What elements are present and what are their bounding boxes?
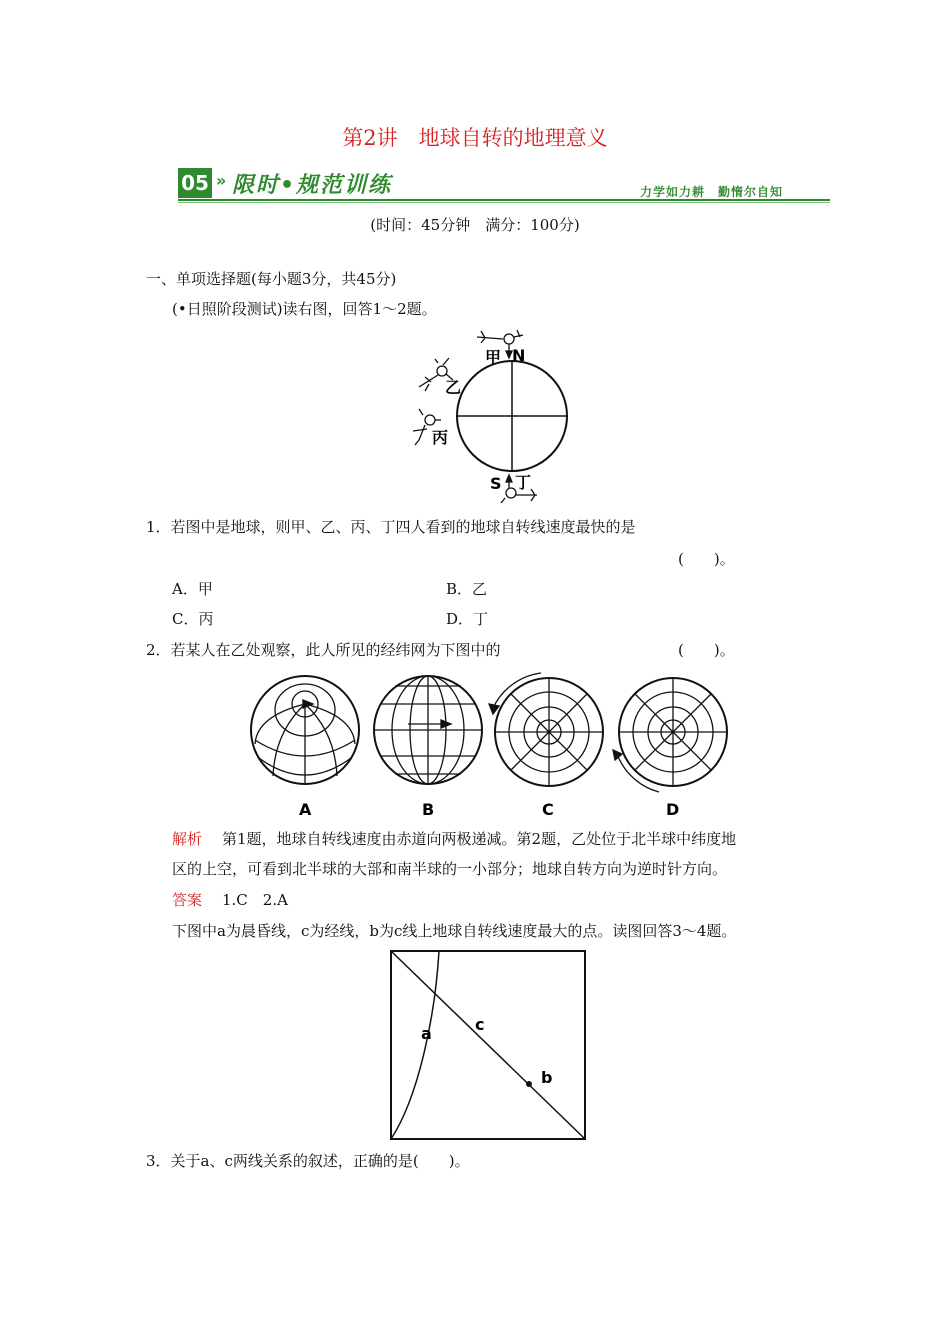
option-label-d: D: [666, 800, 680, 819]
terminator-meridian-figure: [388, 948, 590, 1144]
question-3-stem: 3．关于a、c两线关系的叙述，正确的是( )。: [146, 1152, 470, 1170]
question-2-blank: ( )。: [678, 641, 735, 659]
banner-motto: 力学如力耕 勤惰尔自知: [640, 185, 784, 199]
question-1-stem: 1．若图中是地球，则甲、乙、丙、丁四人看到的地球自转线速度最快的是: [146, 518, 636, 536]
banner-title: 限时•规范训练: [232, 173, 393, 198]
label-c: c: [475, 1015, 485, 1034]
section-heading: 一、单项选择题(每小题3分，共45分): [146, 270, 397, 288]
label-north: N: [512, 346, 526, 365]
section-number-badge: 05: [178, 168, 212, 198]
option-label-c: C: [542, 800, 554, 819]
label-a: a: [421, 1024, 432, 1043]
answer-label: 答案: [172, 891, 203, 909]
page-title: 第2讲 地球自转的地理意义: [342, 126, 608, 150]
option-label-a: A: [299, 800, 312, 819]
option-label-b: B: [422, 800, 435, 819]
analysis-line-1: 第1题，地球自转线速度由赤道向两极递减。第2题，乙处位于北半球中纬度地: [222, 830, 737, 848]
graticule-a-icon: [251, 676, 359, 784]
label-south: S: [490, 474, 502, 493]
q1-option-c[interactable]: C．丙: [172, 610, 214, 628]
label-jia: 甲: [485, 348, 502, 367]
label-ding: 丁: [515, 473, 532, 492]
label-bing: 丙: [432, 428, 449, 447]
chevron-right-icon: »: [216, 171, 227, 190]
questions-3-4-intro: 下图中a为晨昏线，c为经线，b为c线上地球自转线速度最大的点。读图回答3～4题。: [172, 922, 737, 940]
label-b: b: [541, 1068, 553, 1087]
graticule-d-icon: [613, 678, 727, 792]
q1-option-a[interactable]: A．甲: [172, 580, 213, 598]
banner-divider: [178, 199, 830, 201]
question-1-blank: ( )。: [678, 550, 735, 568]
graticule-c-icon: [489, 673, 603, 786]
analysis-label: 解析: [172, 830, 203, 848]
question-source: (•日照阶段测试)读右图，回答1～2题。: [172, 300, 437, 318]
question-2-stem: 2．若某人在乙处观察，此人所见的经纬网为下图中的: [146, 641, 501, 659]
label-yi: 乙: [445, 378, 462, 397]
q1-option-b[interactable]: B．乙: [446, 580, 488, 598]
graticule-options-figure: [245, 672, 735, 822]
graticule-b-icon: [374, 676, 482, 784]
analysis-line-2: 区的上空，可看到北半球的大部和南半球的一小部分；地球自转方向为逆时针方向。: [172, 860, 728, 878]
q1-option-d[interactable]: D．丁: [446, 610, 489, 628]
banner-divider-thin: [178, 202, 830, 203]
globe-observer-figure: [405, 325, 585, 510]
answer-text: 1.C 2.A: [222, 891, 288, 909]
exam-timing: (时间：45分钟 满分：100分): [370, 216, 580, 234]
